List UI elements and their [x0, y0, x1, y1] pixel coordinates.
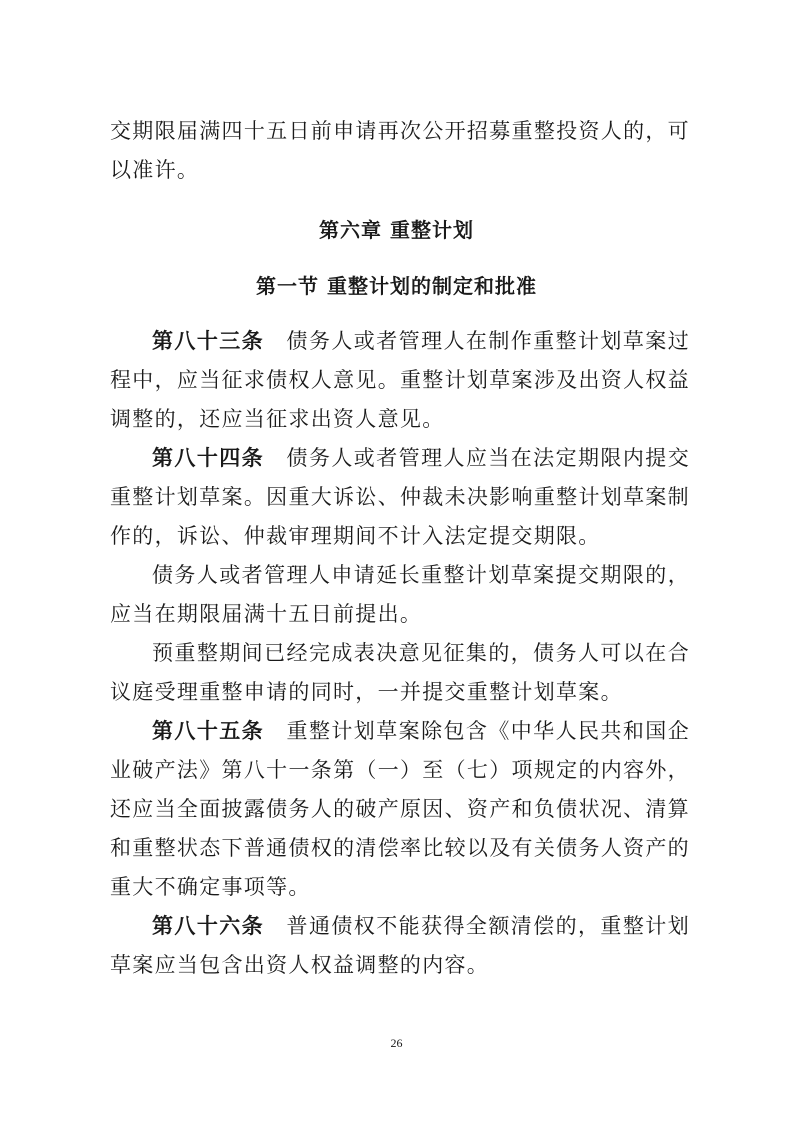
article-text: 普通债权不能获得全额清偿的，重整计划草案应当包含出资人权益调整的内容。	[110, 914, 690, 977]
article-86	[110, 907, 690, 985]
page-number: 26	[390, 1036, 403, 1050]
continuation-paragraph: 交期限届满四十五日前申请再次公开招募重整投资人的，可以准许。	[110, 119, 690, 182]
article-text: 债务人或者管理人在制作重整计划草案过程中，应当征求债权人意见。重整计划草案涉及出资人权益调整的，还应当征求出资人意见。	[110, 329, 690, 431]
article-text: 债务人或者管理人应当在法定期限内提交重整计划草案。因重大诉讼、仲裁未决影响重整计划草案制作的，诉讼、仲裁审理期间不计入法定提交期限。	[110, 446, 690, 548]
paragraph-extension: 债务人或者管理人申请延长重整计划草案提交期限的，应当在期限届满十五日前提出。	[110, 563, 690, 626]
article-label: 第八十五条	[152, 719, 265, 743]
body-text-block	[110, 322, 690, 985]
article-label: 第八十四条	[152, 446, 265, 470]
article-85	[110, 712, 690, 907]
article-83	[110, 322, 690, 439]
article-84	[110, 439, 690, 556]
continuation-block	[110, 112, 690, 190]
section-title: 第一节 重整计划的制定和批准	[256, 274, 537, 298]
article-text: 重整计划草案除包含《中华人民共和国企业破产法》第八十一条第（一）至（七）项规定的内容外，还应当全面披露债务人的破产原因、资产和负债状况、清算和重整状态下普通债权的清偿率比较以及有关债务人资产的重大不确定事项等。	[110, 719, 690, 899]
article-label: 第八十三条	[152, 329, 265, 353]
paragraph-pre-reorganization: 预重整期间已经完成表决意见征集的，债务人可以在合议庭受理重整申请的同时，一并提交重整计划草案。	[110, 641, 690, 704]
article-label: 第八十六条	[152, 914, 265, 938]
chapter-title: 第六章 重整计划	[319, 218, 474, 242]
